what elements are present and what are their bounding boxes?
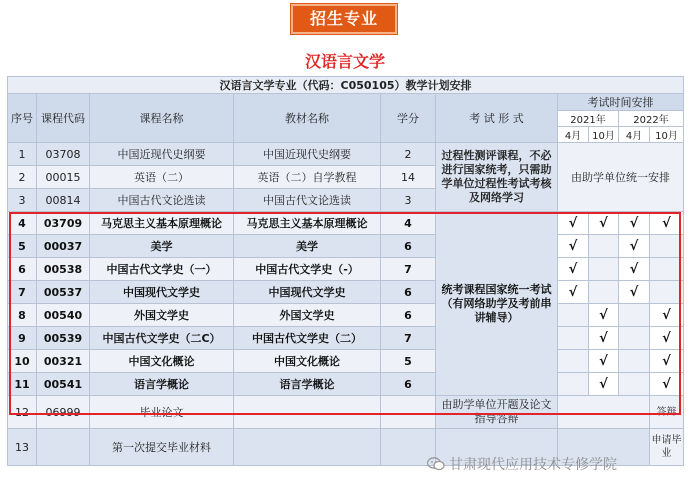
cell-name: 英语（二） <box>90 166 234 189</box>
cell-seq: 3 <box>8 189 37 212</box>
check-mark <box>589 281 619 304</box>
cell-textbook: 中国近现代史纲要 <box>234 143 381 166</box>
check-mark <box>619 304 650 327</box>
header-schedule: 考试时间安排 <box>558 94 684 111</box>
check-mark: √ <box>650 212 684 235</box>
header-month: 10月 <box>589 127 619 143</box>
major-title: 汉语言文学 <box>304 52 385 71</box>
cell-textbook: 语言学概论 <box>234 373 381 396</box>
cell-name: 马克思主义基本原理概论 <box>90 212 234 235</box>
header-textbook: 教材名称 <box>234 94 381 143</box>
cell-textbook <box>234 429 381 466</box>
cell-code: 00541 <box>37 373 90 396</box>
check-mark: √ <box>619 212 650 235</box>
check-mark <box>558 373 589 396</box>
cell-code <box>37 429 90 466</box>
check-mark: √ <box>650 350 684 373</box>
cell-textbook <box>234 396 381 429</box>
cell-credit: 6 <box>381 373 436 396</box>
cell-credit: 14 <box>381 166 436 189</box>
check-mark: √ <box>558 281 589 304</box>
watermark-text: 甘肃现代应用技术专修学院 <box>449 457 617 473</box>
cell-seq: 13 <box>8 429 37 466</box>
check-mark <box>619 350 650 373</box>
check-mark: √ <box>558 258 589 281</box>
cell-seq: 10 <box>8 350 37 373</box>
cell-credit: 4 <box>381 212 436 235</box>
cell-credit: 7 <box>381 258 436 281</box>
cell-name: 中国古代文论选读 <box>90 189 234 212</box>
cell-code: 00539 <box>37 327 90 350</box>
cell-textbook: 马克思主义基本原理概论 <box>234 212 381 235</box>
check-mark: √ <box>589 327 619 350</box>
check-mark <box>650 235 684 258</box>
table-title: 汉语言文学专业（代码：C050105）教学计划安排 <box>8 77 684 94</box>
cell-seq: 7 <box>8 281 37 304</box>
cell-name: 中国文化概论 <box>90 350 234 373</box>
check-mark <box>650 281 684 304</box>
cell-textbook: 中国古代文学史（二） <box>234 327 381 350</box>
check-mark <box>650 258 684 281</box>
cell-seq: 6 <box>8 258 37 281</box>
check-mark: √ <box>619 281 650 304</box>
cell-credit: 7 <box>381 327 436 350</box>
cell-seq: 11 <box>8 373 37 396</box>
check-mark: √ <box>650 327 684 350</box>
cell-credit: 6 <box>381 281 436 304</box>
cell-name: 中国近现代史纲要 <box>90 143 234 166</box>
header-year-2022: 2022年 <box>619 111 684 127</box>
cell-textbook: 中国现代文学史 <box>234 281 381 304</box>
check-mark <box>589 235 619 258</box>
cell-code: 06999 <box>37 396 90 429</box>
cell-name: 中国古代文学史（一） <box>90 258 234 281</box>
section-badge: 招生专业 <box>291 4 397 34</box>
header-month: 4月 <box>558 127 589 143</box>
cell-code: 00537 <box>37 281 90 304</box>
cell-textbook: 美学 <box>234 235 381 258</box>
cell-textbook: 英语（二）自学教程 <box>234 166 381 189</box>
cell-name: 中国古代文学史（二C） <box>90 327 234 350</box>
header-credit: 学分 <box>381 94 436 143</box>
header-seq: 序号 <box>8 94 37 143</box>
check-mark: √ <box>650 304 684 327</box>
arrangement-process: 由助学单位统一安排 <box>558 143 684 212</box>
cell-name: 毕业论文 <box>90 396 234 429</box>
check-mark: √ <box>650 373 684 396</box>
cell-credit: 6 <box>381 235 436 258</box>
check-mark <box>558 350 589 373</box>
header-name: 课程名称 <box>90 94 234 143</box>
cell-textbook: 中国古代文论选读 <box>234 189 381 212</box>
header-month: 10月 <box>650 127 684 143</box>
cell-code: 03708 <box>37 143 90 166</box>
cell-credit: 5 <box>381 350 436 373</box>
check-mark: √ <box>589 350 619 373</box>
watermark <box>427 454 617 474</box>
cell-seq: 2 <box>8 166 37 189</box>
check-mark <box>619 327 650 350</box>
cell-seq: 8 <box>8 304 37 327</box>
cell-seq: 5 <box>8 235 37 258</box>
cell-name: 美学 <box>90 235 234 258</box>
check-mark: √ <box>558 212 589 235</box>
cell-name: 第一次提交毕业材料 <box>90 429 234 466</box>
header-year-2021: 2021年 <box>558 111 619 127</box>
wechat-icon <box>427 457 445 471</box>
cell-code: 00015 <box>37 166 90 189</box>
exam-form-unified: 统考课程国家统一考试（有网络助学及考前串讲辅导） <box>436 212 558 396</box>
cell-name: 外国文学史 <box>90 304 234 327</box>
teaching-plan-table <box>7 76 684 466</box>
check-mark <box>558 304 589 327</box>
cell-code: 00814 <box>37 189 90 212</box>
cell-seq: 1 <box>8 143 37 166</box>
cell-seq: 4 <box>8 212 37 235</box>
check-mark <box>589 258 619 281</box>
exam-form-process: 过程性测评课程，不必进行国家统考，只需助学单位过程性考试考核及网络学习 <box>436 143 558 212</box>
check-mark: √ <box>589 304 619 327</box>
cell-credit: 3 <box>381 189 436 212</box>
header-month: 4月 <box>619 127 650 143</box>
check-mark: √ <box>619 235 650 258</box>
check-mark: √ <box>589 212 619 235</box>
cell-seq: 12 <box>8 396 37 429</box>
cell-code: 03709 <box>37 212 90 235</box>
exam-form-thesis: 由助学单位开题及论文指导答辩 <box>436 396 558 429</box>
check-mark <box>558 327 589 350</box>
check-mark: √ <box>589 373 619 396</box>
cell-textbook: 中国文化概论 <box>234 350 381 373</box>
cell-textbook: 中国古代文学史（-） <box>234 258 381 281</box>
arrangement-defense: 答辩 <box>650 396 684 429</box>
header-form: 考 试 形 式 <box>436 94 558 143</box>
cell-code: 00037 <box>37 235 90 258</box>
cell-code: 00540 <box>37 304 90 327</box>
cell-credit: 6 <box>381 304 436 327</box>
check-mark: √ <box>558 235 589 258</box>
cell-credit: 2 <box>381 143 436 166</box>
cell-name: 语言学概论 <box>90 373 234 396</box>
header-code: 课程代码 <box>37 94 90 143</box>
arrangement-graduation: 申请毕业 <box>650 429 684 466</box>
cell-code: 00538 <box>37 258 90 281</box>
cell-name: 中国现代文学史 <box>90 281 234 304</box>
check-mark: √ <box>619 258 650 281</box>
cell-code: 00321 <box>37 350 90 373</box>
cell-seq: 9 <box>8 327 37 350</box>
check-mark <box>619 373 650 396</box>
cell-credit <box>381 396 436 429</box>
cell-textbook: 外国文学史 <box>234 304 381 327</box>
empty-cell <box>558 396 650 429</box>
